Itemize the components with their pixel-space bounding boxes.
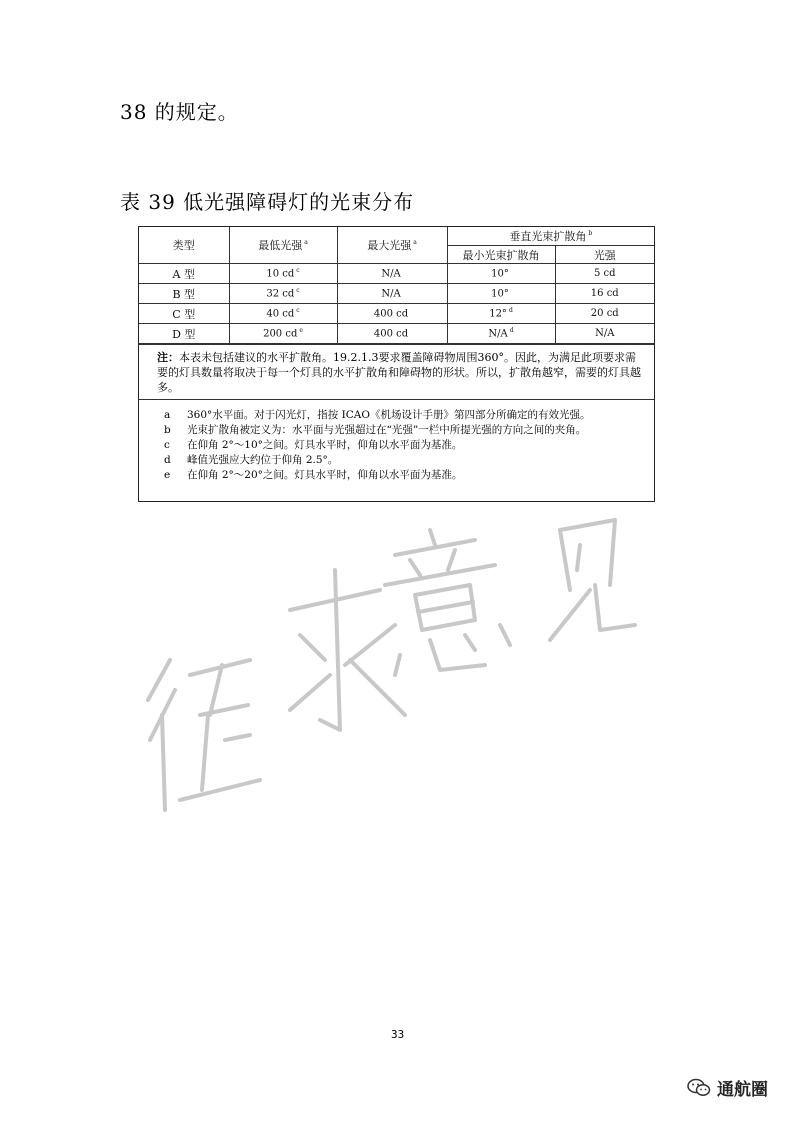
table-row (139, 264, 654, 284)
header-min-beam-spread: 最小光束扩散角 (447, 246, 555, 264)
wechat-icon (687, 1078, 711, 1098)
table-row (139, 304, 654, 324)
footnote-marker: a (413, 239, 417, 247)
cell-intensity: N/A (555, 324, 654, 344)
cell-min-intensity: 200 cd $^e$ (229, 324, 337, 344)
cell-min-beam-spread: 10° (447, 284, 555, 304)
cell-min-beam-spread: 10° (447, 264, 555, 284)
footnotes (139, 399, 654, 483)
footnote-item: d 峰值光强应大约位于仰角 2.5°。 (164, 454, 339, 466)
cell-min-intensity: 10 cd $^c$ (229, 264, 337, 284)
table-row (139, 284, 654, 304)
table-note (139, 344, 654, 399)
footnote-marker: a (304, 239, 308, 247)
table-row (139, 324, 654, 344)
cell-type: D 型 (139, 324, 229, 344)
cell-intensity: 16 cd (555, 284, 654, 304)
page-continuation-text: 38 的规定。 (120, 100, 239, 124)
cell-min-intensity: 32 cd $^c$ (229, 284, 337, 304)
cell-intensity: 20 cd (555, 304, 654, 324)
beam-distribution-grid (139, 227, 654, 344)
header-intensity: 光强 (555, 246, 654, 264)
cell-min-beam-spread: 12° $^d$ (447, 304, 555, 324)
cell-intensity: 5 cd (555, 264, 654, 284)
cell-max-intensity: 400 cd (337, 324, 447, 344)
header-vertical-beam-spread: 垂直光束扩散角 $^b$ (447, 227, 654, 246)
table-title: 表 39 低光强障碍灯的光束分布 (120, 190, 415, 214)
wechat-account-mark (687, 1075, 768, 1100)
footnote-item: e 在仰角 2°～20°之间。灯具水平时，仰角以水平面为基准。 (164, 469, 463, 481)
note-label: 注： (157, 351, 179, 364)
cell-min-beam-spread: N/A $^d$ (447, 324, 555, 344)
cell-max-intensity: N/A (337, 264, 447, 284)
draft-watermark (130, 500, 690, 830)
account-name: 通航圈 (717, 1080, 768, 1100)
cell-max-intensity: N/A (337, 284, 447, 304)
light-distribution-table (138, 226, 655, 502)
cell-max-intensity: 400 cd (337, 304, 447, 324)
footnote-item: b 光束扩散角被定义为：水平面与光强超过在“光强”一栏中所提光强的方向之间的夹角。 (164, 424, 587, 436)
note-text: 本表未包括建议的水平扩散角。19.2.1.3要求覆盖障碍物周围360°。因此，为满足此项要求需要的灯具数量将取决于每一个灯具的水平扩散角和障碍物的形状。所以，扩散角越窄，需要的灯具越多。 (157, 351, 641, 394)
cell-type: A 型 (139, 264, 229, 284)
cell-type: C 型 (139, 304, 229, 324)
footnote-item: c 在仰角 2°～10°之间。灯具水平时，仰角以水平面为基准。 (164, 439, 463, 451)
header-max-intensity: 最大光强 $^a$ (337, 227, 447, 264)
footnote-item: a 360°水平面。对于闪光灯，指按 ICAO《机场设计手册》第四部分所确定的有效光强。 (164, 409, 591, 421)
cell-type: B 型 (139, 284, 229, 304)
cell-min-intensity: 40 cd $^c$ (229, 304, 337, 324)
page-number: 33 (391, 1028, 405, 1041)
footnote-marker: b (588, 230, 593, 238)
header-min-intensity: 最低光强 $^a$ (229, 227, 337, 264)
header-type: 类型 (139, 227, 229, 264)
